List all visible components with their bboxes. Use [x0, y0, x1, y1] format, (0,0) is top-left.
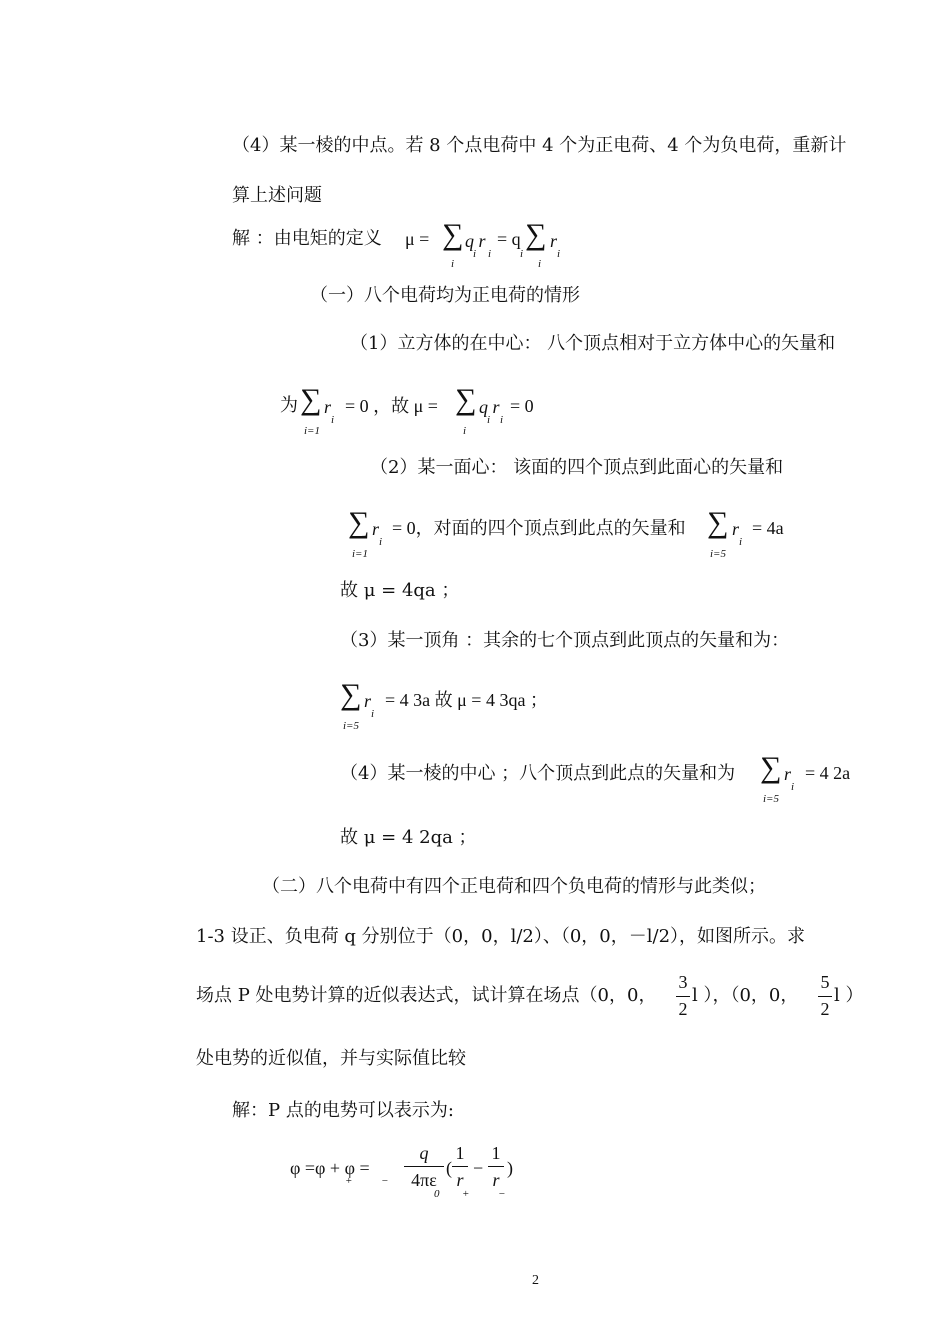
fraction-numerator: 3	[678, 972, 688, 992]
body-text-line: 故 μ = 4qa ；	[340, 580, 460, 601]
fraction-bar	[404, 1166, 444, 1167]
sigma-symbol: ∑	[300, 383, 322, 416]
fraction-bar	[818, 996, 832, 997]
body-text-line: = 0，对面的四个顶点到此点的矢量和	[392, 518, 686, 538]
math-term: = q	[497, 229, 521, 249]
body-text-line: l ）	[834, 985, 864, 1006]
subscript: i	[379, 536, 383, 548]
sigma-symbol: ∑	[348, 506, 370, 539]
math-term: = 0	[510, 396, 534, 416]
body-text-line: 算上述问题	[232, 185, 322, 206]
subscript: i	[463, 425, 467, 437]
fraction-numerator: 1	[491, 1143, 501, 1163]
body-text-line: （3）某一顶角 ：其余的七个顶点到此顶点的矢量和为：	[340, 630, 790, 651]
math-term: q r	[479, 397, 500, 417]
body-text-line: 场点 P 处电势计算的近似表达式，试计算在场点（0，0，	[196, 985, 657, 1006]
math-term: r	[732, 519, 740, 539]
subscript: i=1	[304, 425, 320, 437]
fraction-denominator: r	[492, 1170, 500, 1190]
math-term: = 4a	[752, 518, 784, 538]
subscript: i	[791, 781, 795, 793]
body-text-line: 为	[280, 395, 298, 416]
fraction-bar	[488, 1166, 504, 1167]
math-term: r	[784, 764, 792, 784]
body-text-line: （2）某一面心： 该面的四个顶点到此面心的矢量和	[370, 457, 784, 478]
subscript: i	[557, 248, 561, 260]
section-heading: （二）八个电荷中有四个正电荷和四个负电荷的情形与此类似；	[262, 876, 766, 897]
math-term: r	[364, 691, 372, 711]
fraction-denominator: 4πε	[411, 1170, 437, 1190]
math-mu: μ =	[405, 229, 430, 249]
body-text-line: l ），（0，0，	[692, 985, 799, 1006]
section-heading: （一）八个电荷均为正电荷的情形	[310, 285, 580, 306]
sigma-symbol: ∑	[707, 506, 729, 539]
subscript: i	[739, 536, 743, 548]
body-text-line: （1）立方体的在中心： 八个顶点相对于立方体中心的矢量和	[350, 333, 836, 354]
body-text-line: 1-3 设正、负电荷 q 分别位于（0，0，l/2）、（0，0，－l/2），如图所示。求	[196, 926, 806, 947]
fraction-bar	[676, 996, 690, 997]
math-term: r	[324, 397, 332, 417]
subscript: i	[473, 248, 477, 260]
fraction-numerator: q	[419, 1143, 429, 1163]
sigma-symbol: ∑	[525, 218, 547, 251]
sigma-symbol: ∑	[760, 751, 782, 784]
math-term: = 4 2a	[805, 763, 851, 783]
math-term: r	[550, 231, 558, 251]
subscript: i	[371, 708, 375, 720]
subscript: i=5	[763, 793, 779, 805]
subscript: i=1	[352, 548, 368, 560]
subscript: i	[488, 248, 492, 260]
math-phi: φ =φ + φ =	[290, 1158, 370, 1178]
subscript: i=5	[710, 548, 726, 560]
math-term: r	[372, 519, 380, 539]
subscript: i	[520, 248, 524, 260]
sigma-symbol: ∑	[340, 678, 362, 711]
body-text-line: 处电势的近似值，并与实际值比较	[196, 1048, 466, 1069]
subscript: +	[345, 1175, 353, 1187]
math-term: q r	[465, 231, 486, 251]
subscript: +	[462, 1188, 470, 1200]
subscript: i	[487, 414, 491, 426]
fraction-numerator: 1	[455, 1143, 465, 1163]
page-number: 2	[532, 1273, 539, 1288]
fraction-denominator: 2	[678, 999, 688, 1019]
fraction-numerator: 5	[820, 972, 830, 992]
subscript: i	[500, 414, 504, 426]
subscript: i	[538, 258, 542, 270]
math-term: = 0 ，故 μ =	[345, 396, 438, 416]
body-text-line: （4）某一棱的中点。若 8 个点电荷中 4 个为正电荷、4 个为负电荷，重新计	[232, 135, 847, 156]
sigma-symbol: ∑	[442, 218, 464, 251]
math-term: )	[507, 1158, 513, 1178]
subscript: −	[381, 1175, 389, 1187]
fraction-denominator: r	[456, 1170, 464, 1190]
sigma-symbol: ∑	[455, 383, 477, 416]
math-term: −	[473, 1158, 484, 1178]
subscript: −	[498, 1188, 506, 1200]
body-text-line: 解 ：由电矩的定义	[232, 228, 382, 249]
body-text-line: （4）某一棱的中心 ；八个顶点到此点的矢量和为	[340, 763, 736, 784]
body-text-line: 解：P 点的电势可以表示为:	[232, 1100, 454, 1121]
fraction-denominator: 2	[820, 999, 830, 1019]
math-term: (	[446, 1158, 452, 1178]
subscript: i=5	[343, 720, 359, 732]
subscript: i	[331, 414, 335, 426]
subscript: 0	[434, 1188, 440, 1200]
body-text-line: = 4 3a 故 μ = 4 3qa ；	[385, 690, 548, 710]
body-text-line: 故 μ = 4 2qa ；	[340, 827, 477, 848]
fraction-bar	[452, 1166, 468, 1167]
subscript: i	[451, 258, 455, 270]
